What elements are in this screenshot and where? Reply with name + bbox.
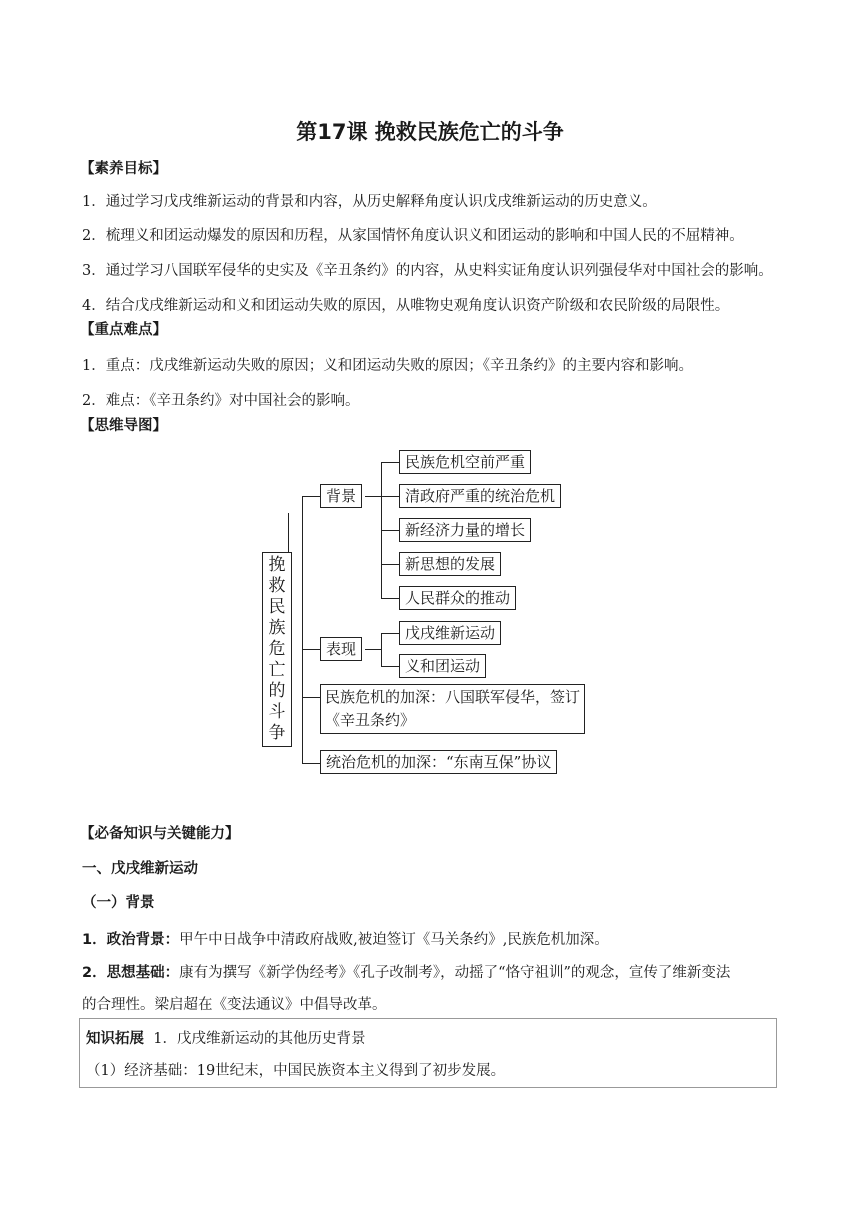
mm-ruling-crisis-node: 统治危机的加深：“东南互保”协议 — [320, 750, 557, 774]
page-title: 第17课 挽救民族危亡的斗争 — [296, 120, 564, 144]
paragraph-text: 甲午中日战争中清政府战败,被迫签订《马关条约》,民族危机加深。 — [179, 932, 609, 948]
subsection-title: （一）背景 — [82, 895, 155, 911]
mm-connector — [381, 598, 399, 599]
extension-item: （1）经济基础：19世纪末，中国民族资本主义得到了初步发展。 — [86, 1063, 506, 1079]
mm-connector — [381, 633, 382, 667]
mm-connector — [381, 666, 399, 667]
extension-title: 1．戊戌维新运动的其他历史背景 — [153, 1031, 366, 1047]
mm-connector — [381, 564, 399, 565]
mm-connector — [302, 763, 320, 764]
mm-leaf: 义和团运动 — [399, 654, 486, 678]
mm-connector — [381, 530, 399, 531]
mm-branch-manifest: 表现 — [320, 637, 362, 661]
mm-leaf: 新经济力量的增长 — [399, 518, 531, 542]
mm-connector — [302, 496, 320, 497]
mm-leaf: 民族危机空前严重 — [399, 450, 531, 474]
mm-connector — [381, 496, 399, 497]
mm-crisis-node — [320, 684, 585, 734]
section-heading-mindmap: 【思维导图】 — [80, 418, 167, 434]
keypoint-item: 2．难点：《辛丑条约》对中国社会的影响。 — [82, 393, 360, 409]
goal-item: 1．通过学习戊戌维新运动的背景和内容，从历史解释角度认识戊戌维新运动的历史意义。 — [82, 194, 657, 210]
mm-connector — [365, 496, 381, 497]
mm-leaf: 人民群众的推动 — [399, 586, 516, 610]
mm-branch-background: 背景 — [320, 484, 362, 508]
goal-item: 4．结合戊戌维新运动和义和团运动失败的原因，从唯物史观角度认识资产阶级和农民阶级的局限性。 — [82, 298, 730, 314]
mm-root-node — [262, 552, 292, 747]
extension-title-line — [86, 1027, 365, 1048]
mm-leaf: 戊戌维新运动 — [399, 621, 501, 645]
mm-connector — [302, 649, 320, 650]
goal-item: 2．梳理义和团运动爆发的原因和历程，从家国情怀角度认识义和团运动的影响和中国人民的不屈精神。 — [82, 228, 744, 244]
mm-connector — [365, 649, 381, 650]
mm-leaf: 新思想的发展 — [399, 552, 501, 576]
mind-map — [240, 443, 660, 783]
mm-leaf: 清政府严重的统治危机 — [399, 484, 561, 508]
knowledge-extension-box — [79, 1018, 777, 1088]
paragraph — [82, 961, 782, 982]
paragraph-continued: 的合理性。梁启超在《变法通议》中倡导改革。 — [82, 997, 387, 1013]
paragraph-label: 1．政治背景： — [82, 932, 180, 948]
paragraph-label: 2．思想基础： — [82, 965, 180, 981]
mm-connector — [302, 496, 303, 764]
mm-connector — [302, 697, 320, 698]
section-heading-goals: 【素养目标】 — [80, 161, 167, 177]
mm-connector — [381, 462, 399, 463]
extension-label: 知识拓展 — [86, 1031, 144, 1047]
mm-root-label: 挽救民族危亡的斗争 — [268, 555, 286, 743]
mm-crisis-line: 《辛丑条约》 — [325, 711, 416, 729]
paragraph — [82, 928, 782, 949]
goal-item: 3．通过学习八国联军侵华的史实及《辛丑条约》的内容，从史料实证角度认识列强侵华对中国社会的影响。 — [82, 263, 773, 279]
section-heading-knowledge: 【必备知识与关键能力】 — [80, 826, 240, 842]
section-title: 一、戊戌维新运动 — [82, 861, 198, 877]
mm-crisis-line: 民族危机的加深：八国联军侵华，签订 — [325, 688, 581, 706]
keypoint-item: 1．重点：戊戌维新运动失败的原因；义和团运动失败的原因；《辛丑条约》的主要内容和影响。 — [82, 358, 693, 374]
section-heading-keypoints: 【重点难点】 — [80, 322, 167, 338]
paragraph-text: 康有为撰写《新学伪经考》《孔子改制考》，动摇了“恪守祖训”的观念，宣传了维新变法 — [179, 965, 731, 981]
mm-connector — [381, 633, 399, 634]
